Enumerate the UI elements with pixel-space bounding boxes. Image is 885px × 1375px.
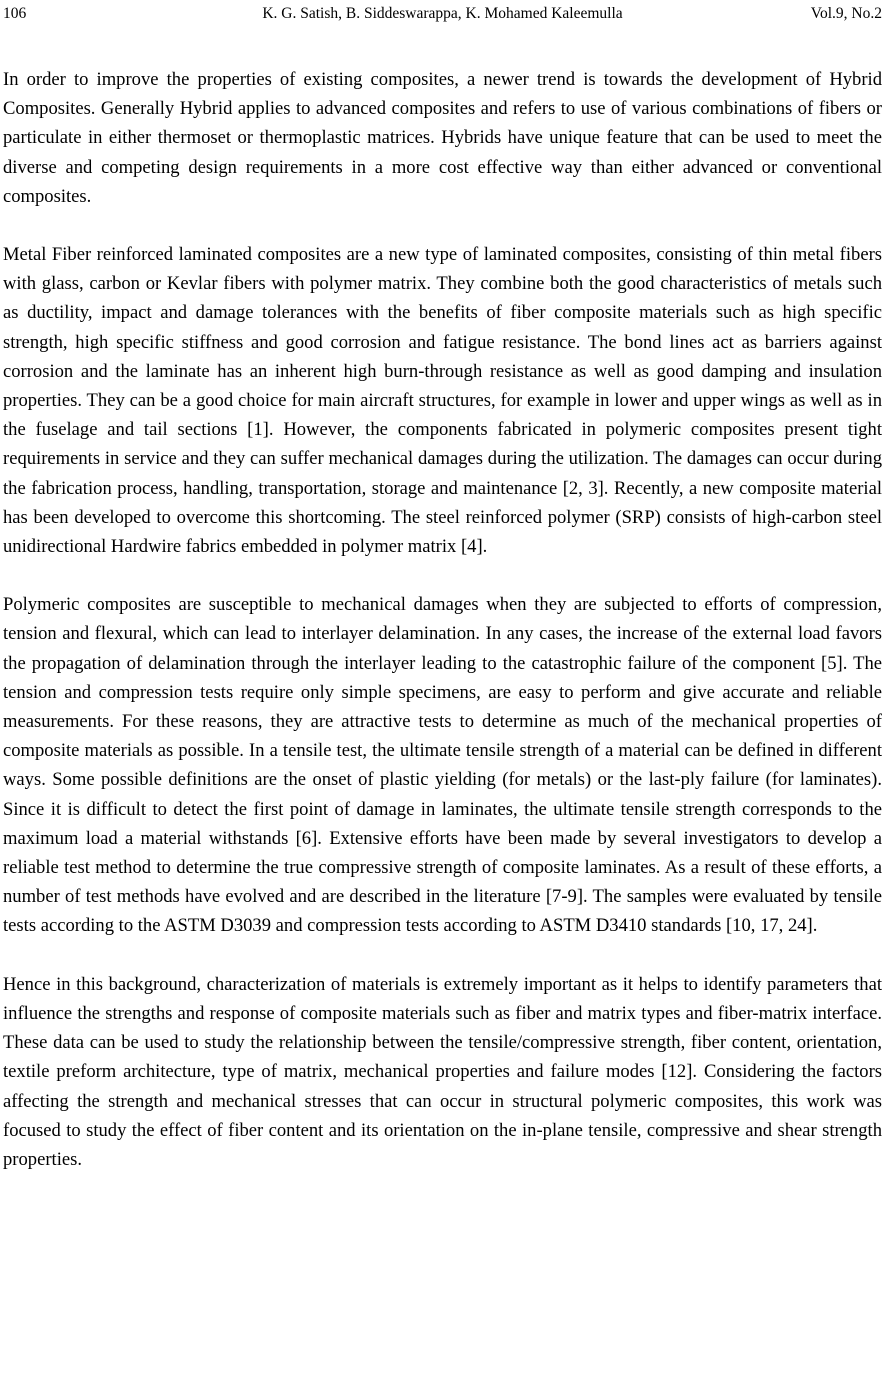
header-authors: K. G. Satish, B. Siddeswarappa, K. Mohamed Kaleemulla xyxy=(262,5,623,22)
body-text xyxy=(3,65,882,1174)
paragraph-metal-fiber-laminates: Metal Fiber reinforced laminated composites are a new type of laminated composites, consisting of thin metal fibers with glass, carbon or Kevlar fibers with polymer matrix. They combine both the good characteristics of metals such as ductility, impact and damage tolerances with the benefits of fiber composite materials such as high specific strength, high specific stiffness and good corrosion and fatigue resistance. The bond lines act as barriers against corrosion and the laminate has an inherent high burn-through resistance as well as good damping and insulation properties. They can be a good choice for main aircraft structures, for example in lower and upper wings as well as in the fuselage and tail sections [1]. However, the components fabricated in polymeric composites present tight requirements in service and they can suffer mechanical damages during the utilization. The damages can occur during the fabrication process, handling, transportation, storage and maintenance [2, 3]. Recently, a new composite material has been developed to overcome this shortcoming. The steel reinforced polymer (SRP) consists of high-carbon steel unidirectional Hardwire fabrics embedded in polymer matrix [4]. xyxy=(3,244,882,558)
paragraph-characterization: Hence in this background, characterization of materials is extremely important as it helps to identify parameters that influence the strengths and response of composite materials such as fiber and matrix types and fiber-matrix interface. These data can be used to study the relationship between the tensile/compressive strength, fiber content, orientation, textile preform architecture, type of matrix, mechanical properties and failure modes [12]. Considering the factors affecting the strength and mechanical stresses that can occur in structural polymeric composites, this work was focused to study the effect of fiber content and its orientation on the in-plane tensile, compressive and shear strength properties. xyxy=(3,973,882,1170)
paragraph-hybrid-composites: In order to improve the properties of existing composites, a newer trend is towards the development of Hybrid Composites. Generally Hybrid applies to advanced composites and refers to use of various combinations of fibers or particulate in either thermoset or thermoplastic matrices. Hybrids have unique feature that can be used to meet the diverse and competing design requirements in a more cost effective way than either advanced or conventional composites. xyxy=(3,69,882,207)
running-header xyxy=(3,0,882,34)
header-volume: Vol.9, No.2 xyxy=(810,5,882,22)
paragraph-mechanical-damages: Polymeric composites are susceptible to mechanical damages when they are subjected to efforts of compression, tension and flexural, which can lead to interlayer delamination. In any cases, the increase of the external load favors the propagation of delamination through the interlayer leading to the catastrophic failure of the component [5]. The tension and compression tests require only simple specimens, are easy to perform and give accurate and reliable measurements. For these reasons, they are attractive tests to determine as much of the mechanical properties of composite materials as possible. In a tensile test, the ultimate tensile strength of a material can be defined in different ways. Some possible definitions are the onset of plastic yielding (for metals) or the last-ply failure (for laminates). Since it is difficult to detect the first point of damage in laminates, the ultimate tensile strength corresponds to the maximum load a material withstands [6]. Extensive efforts have been made by several investigators to develop a reliable test method to determine the true compressive strength of composite laminates. As a result of these efforts, a number of test methods have evolved and are described in the literature [7-9]. The samples were evaluated by tensile tests according to the ASTM D3039 and compression tests according to ASTM D3410 standards [10, 17, 24]. xyxy=(3,594,882,937)
page-number: 106 xyxy=(3,5,27,22)
journal-page xyxy=(3,0,882,1174)
